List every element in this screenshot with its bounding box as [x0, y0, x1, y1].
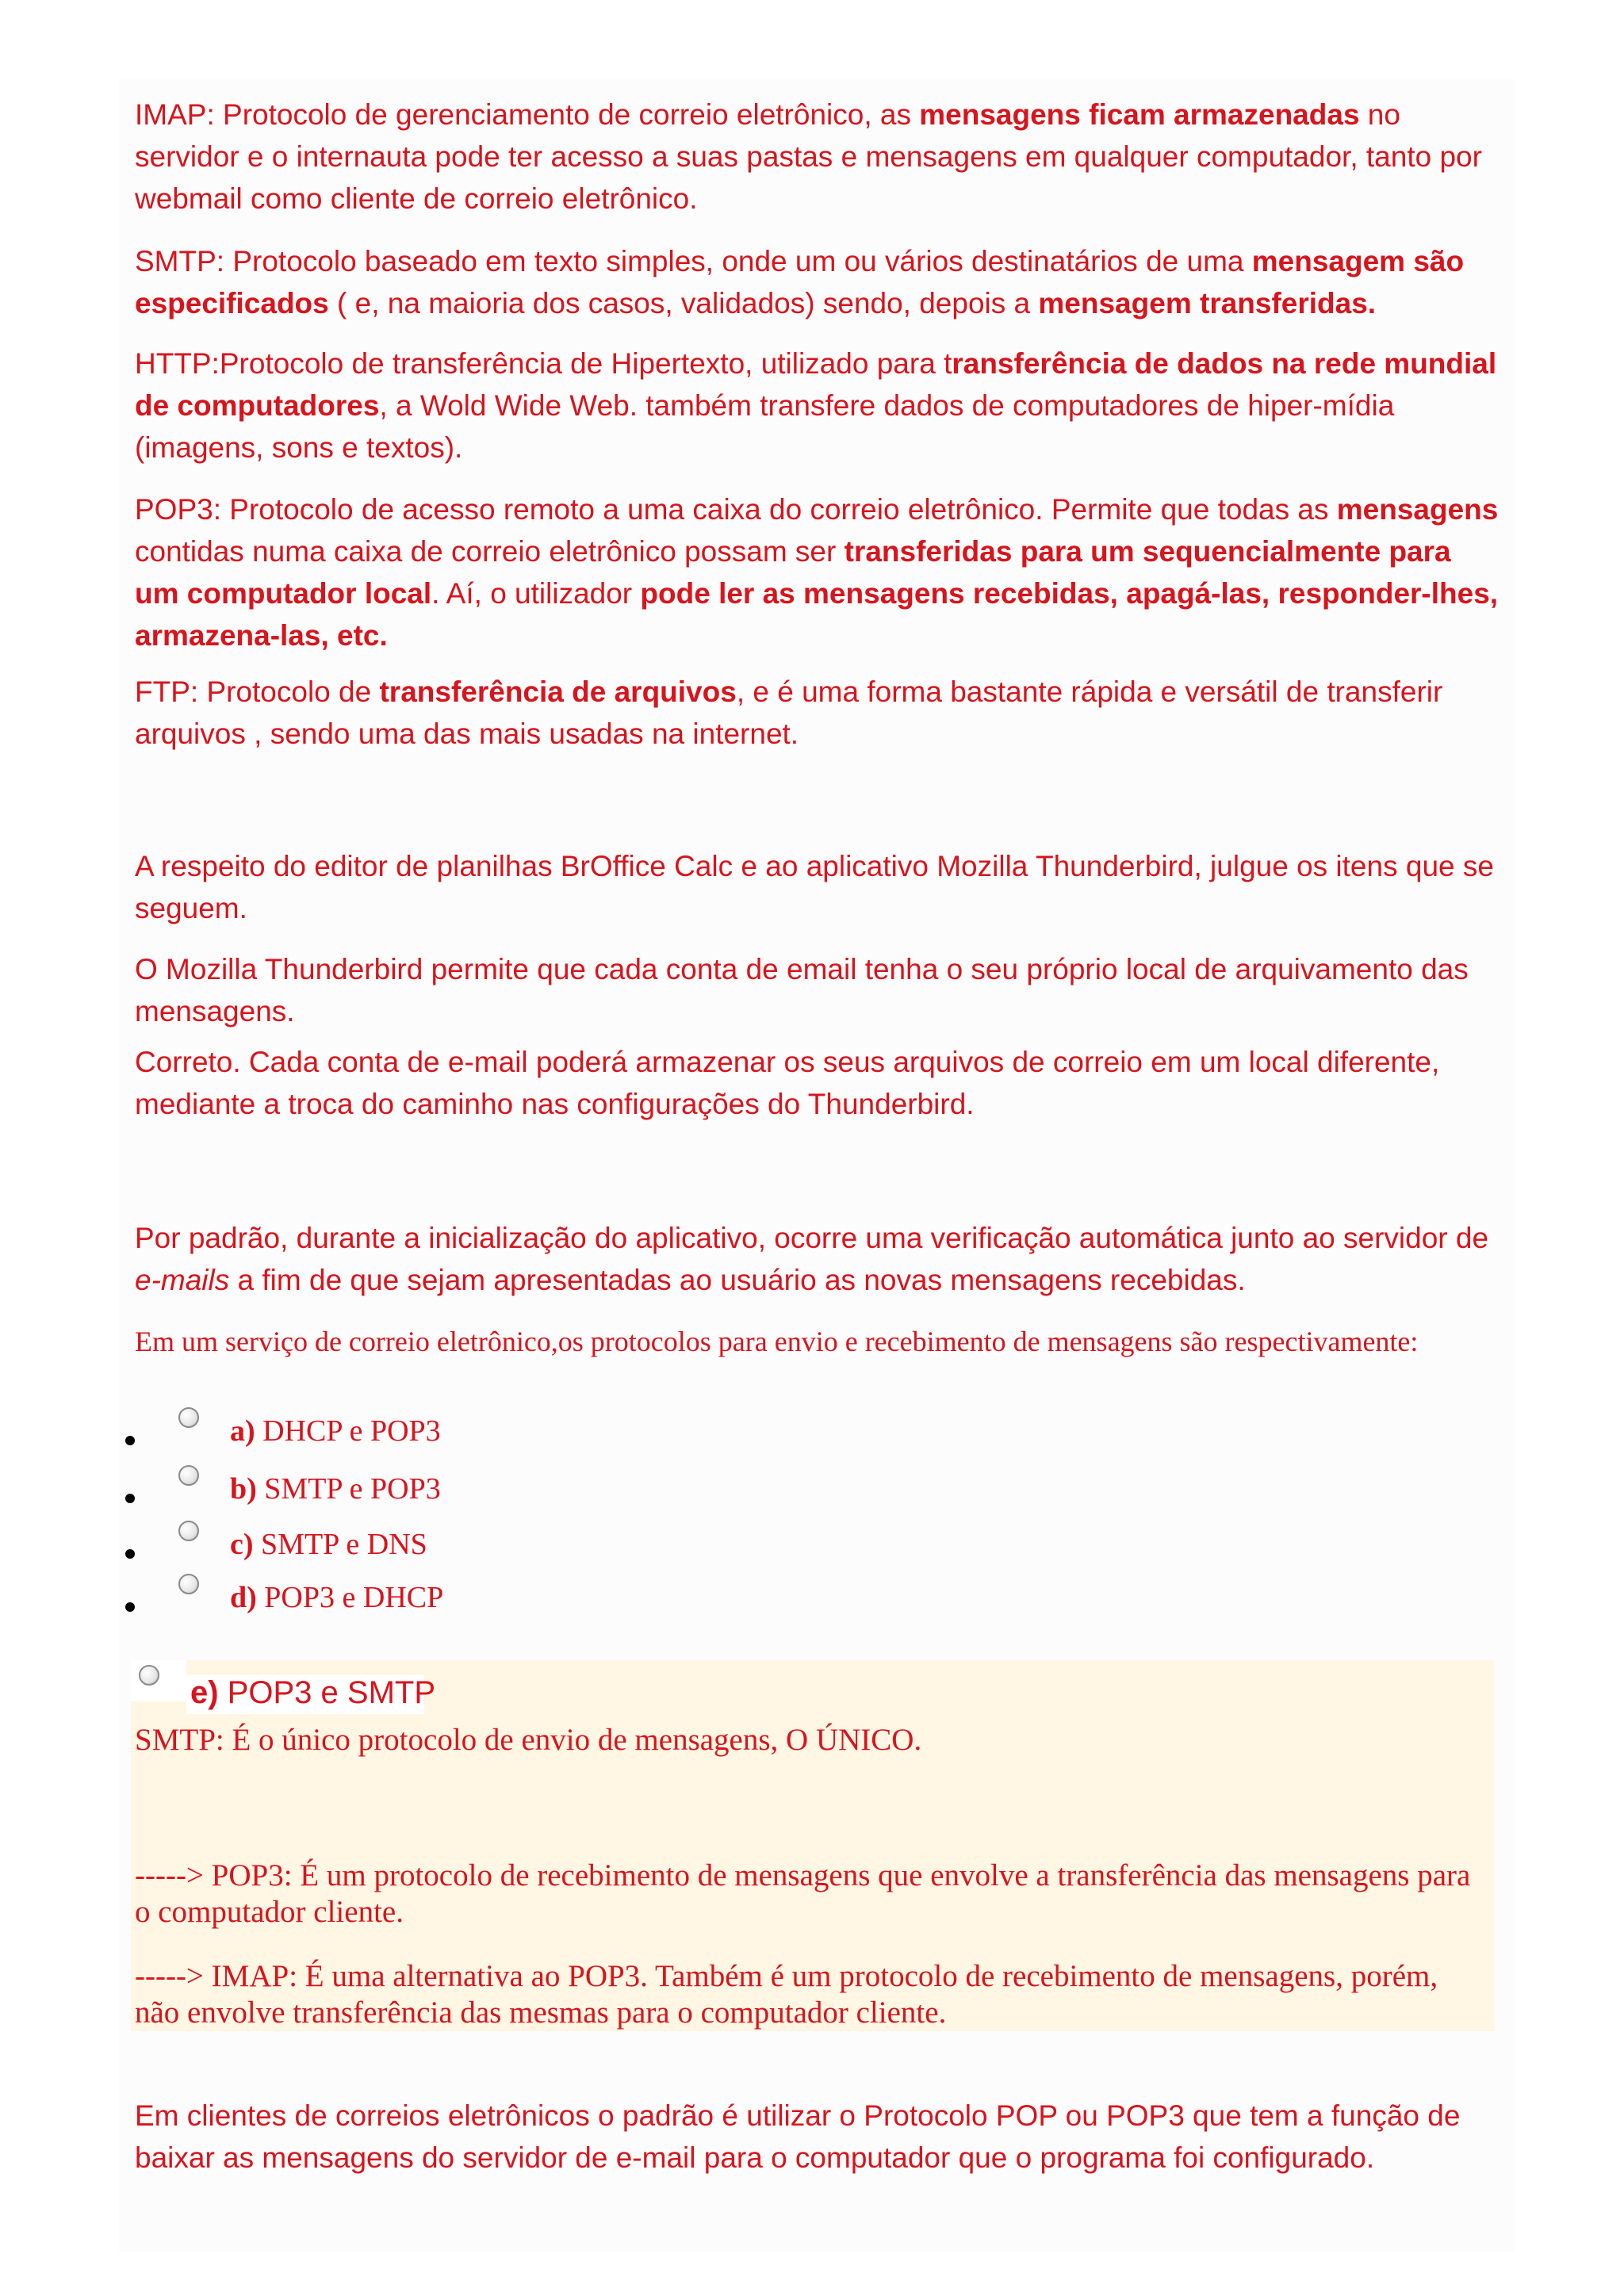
- option-a[interactable]: [119, 1407, 753, 1455]
- bullet-icon: [125, 1436, 135, 1445]
- thunderbird-answer-1: Correto. Cada conta de e-mail poderá armazenar os seus arquivos de correio em um local diferente, mediante a troca do caminho nas configurações do Thunderbird.: [135, 1046, 1440, 1120]
- option-c[interactable]: [119, 1521, 753, 1568]
- radio-button-icon[interactable]: [139, 1665, 159, 1686]
- thunderbird-item-1: O Mozilla Thunderbird permite que cada conta de email tenha o seu próprio local de arquivamento das mensagens.: [135, 953, 1469, 1027]
- smtp-paragraph: SMTP: Protocolo baseado em texto simples, onde um ou vários destinatários de uma mensagem são especificados ( e, na maioria dos casos, validados) sendo, depois a mensagem transferidas.: [135, 245, 1465, 320]
- radio-button-icon[interactable]: [178, 1521, 199, 1541]
- imap-paragraph: IMAP: Protocolo de gerenciamento de correio eletrônico, as mensagens ficam armazenadas no servidor e o internauta pode ter acesso a suas pastas e mensagens em qualquer computador, tanto por webmail como cliente de correio eletrônico.: [135, 98, 1482, 215]
- thunderbird-intro: A respeito do editor de planilhas BrOffice Calc e ao aplicativo Mozilla Thunderbird, julgue os itens que se seguem.: [135, 850, 1494, 924]
- option-b[interactable]: [119, 1465, 753, 1513]
- option-label: b) SMTP e POP3: [230, 1472, 441, 1506]
- answer-radio-background: [131, 1660, 186, 1701]
- pop3-paragraph: POP3: Protocolo de acesso remoto a uma caixa do correio eletrônico. Permite que todas as mensagens contidas numa caixa de correio eletrônico possam ser transferidas para um sequencialmente para um computador local. Aí, o utilizador pode ler as mensagens recebidas, apagá-las, responder-lhes, armazena-las, etc.: [135, 493, 1499, 652]
- option-label: c) SMTP e DNS: [230, 1528, 427, 1561]
- http-paragraph: HTTP:Protocolo de transferência de Hipertexto, utilizado para transferência de dados na rede mundial de computadores, a Wold Wide Web. também transfere dados de computadores de hiper-mídia (imagens, sons e textos).: [135, 347, 1497, 464]
- thunderbird-item-2: Por padrão, durante a inicialização do aplicativo, ocorre uma verificação automática junto ao servidor de e-mails a fim de que sejam apresentadas ao usuário as novas mensagens recebidas.: [135, 1222, 1489, 1296]
- option-label: d) POP3 e DHCP: [230, 1581, 444, 1614]
- question-text: Em um serviço de correio eletrônico,os protocolos para envio e recebimento de mensagens são respectivamente:: [135, 1326, 1419, 1357]
- bullet-icon: [125, 1494, 135, 1503]
- answer-pop3-line: -----> POP3: É um protocolo de recebimento de mensagens que envolve a transferência das mensagens para o computador cliente.: [135, 1858, 1471, 1929]
- bullet-icon: [125, 1549, 135, 1559]
- radio-button-icon[interactable]: [178, 1574, 199, 1594]
- footer-paragraph: Em clientes de correios eletrônicos o padrão é utilizar o Protocolo POP ou POP3 que tem a função de baixar as mensagens do servidor de e-mail para o computador que o programa foi configurado.: [135, 2099, 1461, 2174]
- radio-button-icon[interactable]: [178, 1407, 199, 1428]
- bullet-icon: [125, 1602, 135, 1612]
- option-label: a) DHCP e POP3: [230, 1414, 441, 1448]
- option-e-label[interactable]: e) POP3 e SMTP: [190, 1675, 435, 1710]
- answer-smtp-line: SMTP: É o único protocolo de envio de mensagens, O ÚNICO.: [135, 1723, 922, 1757]
- option-d[interactable]: [119, 1574, 753, 1621]
- ftp-paragraph: FTP: Protocolo de transferência de arquivos, e é uma forma bastante rápida e versátil de transferir arquivos , sendo uma das mais usadas na internet.: [135, 675, 1443, 750]
- answer-imap-line: -----> IMAP: É uma alternativa ao POP3. Também é um protocolo de recebimento de mensagens, porém, não envolve transferência das mesmas para o computador cliente.: [135, 1959, 1438, 2030]
- radio-button-icon[interactable]: [178, 1465, 199, 1486]
